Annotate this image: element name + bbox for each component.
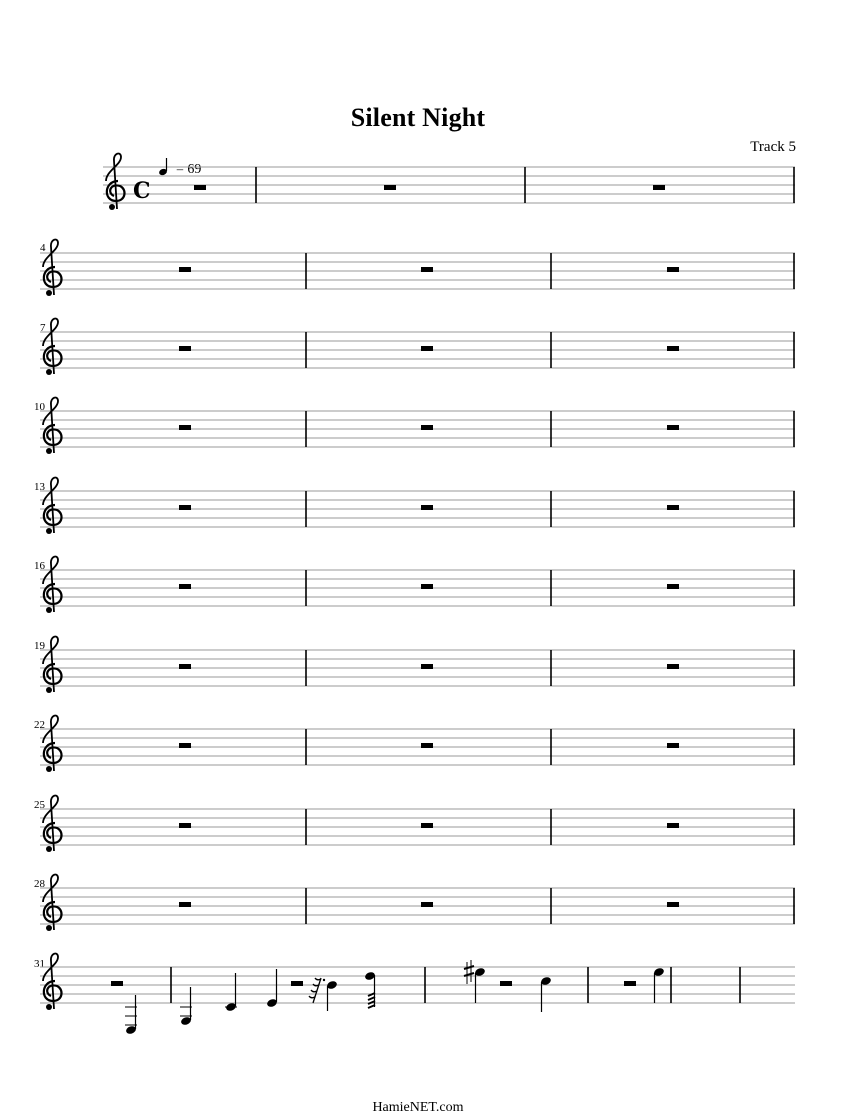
- whole-rest-icon: [421, 664, 433, 669]
- whole-rest-icon: [653, 185, 665, 190]
- whole-rest-icon: [384, 185, 396, 190]
- whole-rest-icon: [179, 267, 191, 272]
- treble-clef-icon: [43, 319, 62, 375]
- whole-rest-icon: [667, 664, 679, 669]
- treble-clef-icon: [43, 557, 62, 613]
- treble-clef-icon: [43, 637, 62, 693]
- whole-rest-icon: [667, 823, 679, 828]
- whole-rest-icon: [421, 505, 433, 510]
- whole-rest-icon: [421, 823, 433, 828]
- staff-system-3: [40, 319, 795, 375]
- whole-rest-icon: [421, 346, 433, 351]
- staff-system-7: [40, 637, 795, 693]
- whole-rest-icon: [421, 584, 433, 589]
- measure-number: 28: [34, 878, 45, 890]
- whole-rest-icon: [667, 346, 679, 351]
- treble-clef-icon: [43, 240, 62, 296]
- measure-number: 4: [40, 242, 46, 254]
- whole-rest-icon: [179, 823, 191, 828]
- half-rest-icon: [624, 981, 636, 986]
- measure-number: 10: [34, 401, 45, 413]
- treble-clef-icon: [43, 796, 62, 852]
- whole-rest-icon: [179, 743, 191, 748]
- whole-rest-icon: [179, 902, 191, 907]
- staff-system-1: [103, 154, 795, 210]
- half-rest-icon: [500, 981, 512, 986]
- whole-rest-icon: [667, 267, 679, 272]
- half-rest-icon: [291, 981, 303, 986]
- whole-rest-icon: [179, 584, 191, 589]
- measure-number: 7: [40, 322, 46, 334]
- whole-rest-icon: [667, 902, 679, 907]
- whole-rest-icon: [667, 743, 679, 748]
- whole-rest-icon: [179, 664, 191, 669]
- measure-number: 16: [34, 560, 45, 572]
- note: [266, 969, 278, 1008]
- footer-site: HamieNET.com: [372, 1100, 464, 1115]
- sharp-icon: [464, 960, 474, 984]
- note: [180, 987, 192, 1026]
- measure-number: 31: [34, 958, 45, 970]
- note: [326, 980, 338, 1011]
- whole-rest-icon: [421, 743, 433, 748]
- whole-rest-icon: [667, 584, 679, 589]
- note: [125, 995, 137, 1035]
- staff-system-11: [40, 954, 795, 1036]
- note: [225, 973, 237, 1012]
- whole-rest-icon: [667, 425, 679, 430]
- staff-system-10: [40, 875, 795, 931]
- staff-system-5: [40, 478, 795, 534]
- time-signature: C: [133, 178, 151, 204]
- measure-number: 19: [34, 640, 45, 652]
- note: [364, 971, 376, 1008]
- score-title: Silent Night: [350, 103, 486, 132]
- whole-rest-icon: [421, 267, 433, 272]
- staff-system-6: [40, 557, 795, 613]
- whole-rest-icon: [421, 425, 433, 430]
- treble-clef-icon: [43, 478, 62, 534]
- whole-rest-icon: [179, 505, 191, 510]
- measure-number: 13: [34, 481, 45, 493]
- treble-clef-icon: [106, 154, 125, 210]
- whole-rest-icon: [194, 185, 206, 190]
- staff-system-2: [40, 240, 795, 296]
- whole-rest-icon: [111, 981, 123, 986]
- treble-clef-icon: [43, 954, 62, 1010]
- whole-rest-icon: [179, 346, 191, 351]
- staff-system-4: [40, 398, 795, 454]
- whole-rest-icon: [421, 902, 433, 907]
- treble-clef-icon: [43, 398, 62, 454]
- staff-system-9: [40, 796, 795, 852]
- whole-rest-icon: [667, 505, 679, 510]
- treble-clef-icon: [43, 875, 62, 931]
- track-label: Track 5: [750, 139, 796, 155]
- tempo-marking: = 69: [176, 162, 202, 177]
- staff-system-8: [40, 716, 795, 772]
- measure-number: 22: [34, 719, 45, 731]
- measure-number: 25: [34, 799, 45, 811]
- treble-clef-icon: [43, 716, 62, 772]
- whole-rest-icon: [179, 425, 191, 430]
- short-rest-icon: [309, 978, 321, 1003]
